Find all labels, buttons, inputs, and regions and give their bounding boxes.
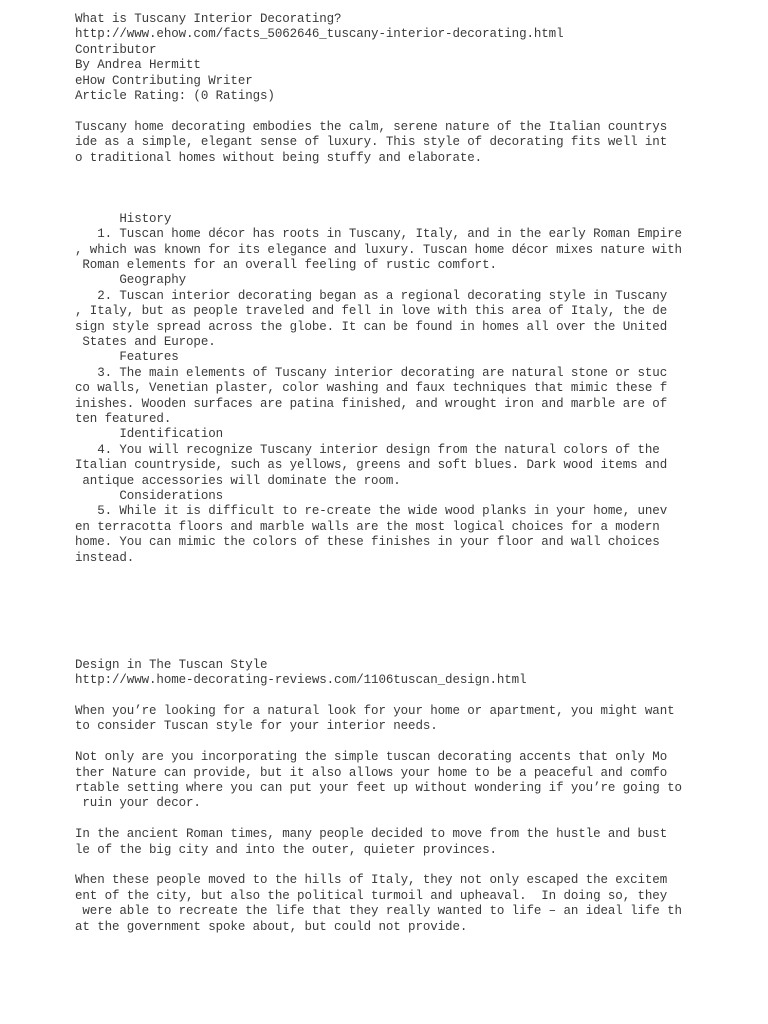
- paragraph-line: were able to recreate the life that they really wanted to life – an ideal life th: [75, 904, 682, 919]
- section-history: [75, 212, 715, 274]
- article-url: http://www.ehow.com/facts_5062646_tuscany-interior-decorating.html: [75, 27, 564, 42]
- paragraph-line: to consider Tuscan style for your interior needs.: [75, 719, 438, 734]
- section-line: Italian countryside, such as yellows, greens and soft blues. Dark wood items and: [75, 458, 668, 473]
- article-header: [75, 12, 715, 104]
- second-article-title: Design in The Tuscan Style: [75, 657, 268, 672]
- section-line: en terracotta floors and marble walls are the most logical choices for a modern: [75, 519, 660, 534]
- second-article-url: http://www.home-decorating-reviews.com/1106tuscan_design.html: [75, 673, 527, 688]
- paragraph-line: rtable setting where you can put your feet up without wondering if you’re going to: [75, 781, 682, 796]
- section-line: sign style spread across the globe. It can be found in homes all over the United: [75, 319, 668, 334]
- intro-line: Tuscany home decorating embodies the calm, serene nature of the Italian countrys: [75, 119, 668, 134]
- author-byline: By Andrea Hermitt: [75, 58, 201, 73]
- section-geography: [75, 273, 715, 350]
- section-features: [75, 350, 715, 427]
- section-line: co walls, Venetian plaster, color washing and faux techniques that mimic these f: [75, 381, 668, 396]
- document-page: [75, 12, 715, 935]
- body-paragraph: [75, 873, 715, 935]
- article-rating: Article Rating: (0 Ratings): [75, 88, 275, 103]
- section-line: 5. While it is difficult to re-create the wide wood planks in your home, unev: [75, 504, 668, 519]
- section-line: instead.: [75, 550, 135, 565]
- section-heading: Identification: [75, 427, 224, 442]
- section-heading: Features: [75, 350, 179, 365]
- section-heading: Considerations: [75, 488, 224, 503]
- section-line: 3. The main elements of Tuscany interior decorating are natural stone or stuc: [75, 365, 668, 380]
- section-line: antique accessories will dominate the room.: [75, 473, 401, 488]
- contributor-label: Contributor: [75, 42, 157, 57]
- author-role: eHow Contributing Writer: [75, 73, 253, 88]
- paragraph-line: ther Nature can provide, but it also allows your home to be a peaceful and comfo: [75, 765, 668, 780]
- section-line: 1. Tuscan home décor has roots in Tuscany, Italy, and in the early Roman Empire: [75, 227, 682, 242]
- paragraph-line: ruin your decor.: [75, 796, 201, 811]
- section-line: inishes. Wooden surfaces are patina finished, and wrought iron and marble are of: [75, 396, 668, 411]
- body-paragraph: [75, 750, 715, 812]
- intro-line: o traditional homes without being stuffy and elaborate.: [75, 150, 483, 165]
- section-line: home. You can mimic the colors of these finishes in your floor and wall choices: [75, 535, 660, 550]
- section-considerations: [75, 489, 715, 566]
- section-line: 2. Tuscan interior decorating began as a regional decorating style in Tuscany: [75, 288, 668, 303]
- paragraph-line: In the ancient Roman times, many people decided to move from the hustle and bust: [75, 827, 668, 842]
- paragraph-line: le of the big city and into the outer, quieter provinces.: [75, 842, 497, 857]
- section-line: 4. You will recognize Tuscany interior design from the natural colors of the: [75, 442, 660, 457]
- body-paragraph: [75, 704, 715, 735]
- paragraph-line: Not only are you incorporating the simple tuscan decorating accents that only Mo: [75, 750, 668, 765]
- article-title: What is Tuscany Interior Decorating?: [75, 12, 342, 26]
- paragraph-line: When you’re looking for a natural look for your home or apartment, you might want: [75, 704, 675, 719]
- intro-line: ide as a simple, elegant sense of luxury. This style of decorating fits well int: [75, 135, 668, 150]
- section-line: , which was known for its elegance and luxury. Tuscan home décor mixes nature with: [75, 242, 682, 257]
- second-article-header: [75, 658, 715, 689]
- section-heading: History: [75, 211, 172, 226]
- paragraph-line: at the government spoke about, but could not provide.: [75, 919, 468, 934]
- paragraph-line: ent of the city, but also the political turmoil and upheaval. In doing so, they: [75, 888, 668, 903]
- section-line: States and Europe.: [75, 335, 216, 350]
- section-line: ten featured.: [75, 411, 172, 426]
- section-identification: [75, 427, 715, 489]
- section-line: , Italy, but as people traveled and fell in love with this area of Italy, the de: [75, 304, 668, 319]
- paragraph-line: When these people moved to the hills of Italy, they not only escaped the excitem: [75, 873, 668, 888]
- body-paragraph: [75, 827, 715, 858]
- intro-paragraph: [75, 120, 715, 166]
- section-heading: Geography: [75, 273, 187, 288]
- section-line: Roman elements for an overall feeling of rustic comfort.: [75, 258, 497, 273]
